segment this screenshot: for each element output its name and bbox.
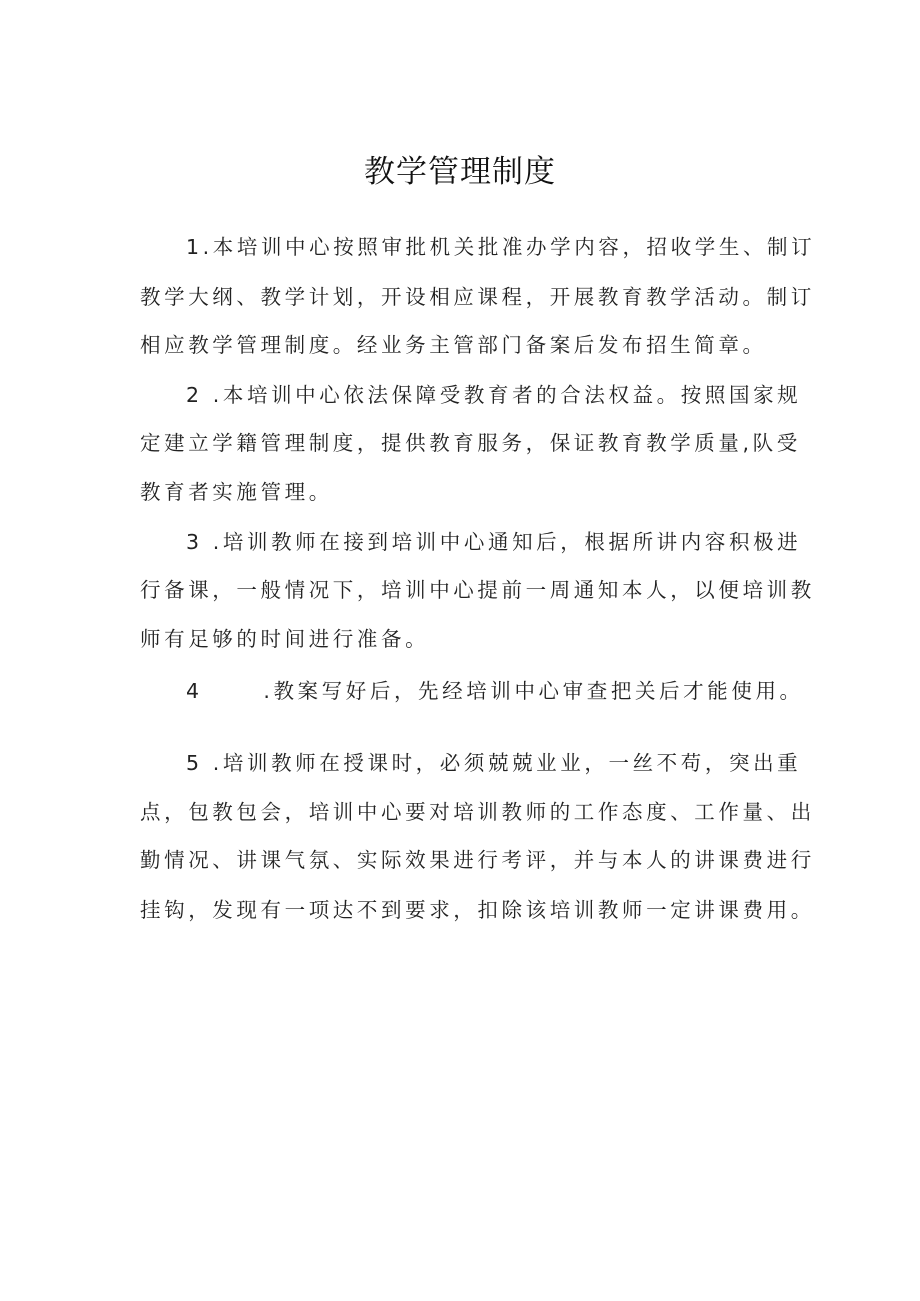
paragraph-5-line-3: 勤情况、讲课气氛、实际效果进行考评，并与本人的讲课费进行 bbox=[140, 848, 815, 872]
paragraph-2-line-3: 教育者实施管理。 bbox=[140, 480, 333, 504]
paragraph-5-line-4: 挂钩，发现有一项达不到要求，扣除该培训教师一定讲课费用。 bbox=[140, 898, 815, 922]
paragraph-4-line-1: 4 .教案写好后，先经培训中心审查把关后才能使用。 bbox=[186, 679, 804, 703]
paragraph-1-line-3: 相应教学管理制度。经业务主管部门备案后发布招生简章。 bbox=[140, 333, 767, 357]
paragraph-3-line-1: 3 .培训教师在接到培训中心通知后，根据所讲内容积极进 bbox=[186, 530, 802, 554]
paragraph-3-line-2: 行备课，一般情况下，培训中心提前一周通知本人，以便培训教 bbox=[140, 578, 815, 602]
paragraph-3-line-3: 师有足够的时间进行准备。 bbox=[140, 627, 430, 651]
paragraph-1-line-1: 1.本培训中心按照审批机关批准办学内容，招收学生、制订 bbox=[186, 235, 816, 259]
paragraph-2-line-1: 2 .本培训中心依法保障受教育者的合法权益。按照国家规 bbox=[186, 383, 802, 407]
paragraph-1-line-2: 教学大纲、教学计划，开设相应课程，开展教育教学活动。制订 bbox=[140, 285, 815, 309]
paragraph-5-line-1: 5 .培训教师在授课时，必须兢兢业业，一丝不苟，突出重 bbox=[186, 751, 802, 775]
paragraph-2-line-2: 定建立学籍管理制度，提供教育服务，保证教育教学质量,队受 bbox=[140, 431, 801, 455]
paragraph-5-line-2: 点，包教包会，培训中心要对培训教师的工作态度、工作量、出 bbox=[140, 800, 815, 824]
document-title: 教学管理制度 bbox=[364, 154, 556, 190]
